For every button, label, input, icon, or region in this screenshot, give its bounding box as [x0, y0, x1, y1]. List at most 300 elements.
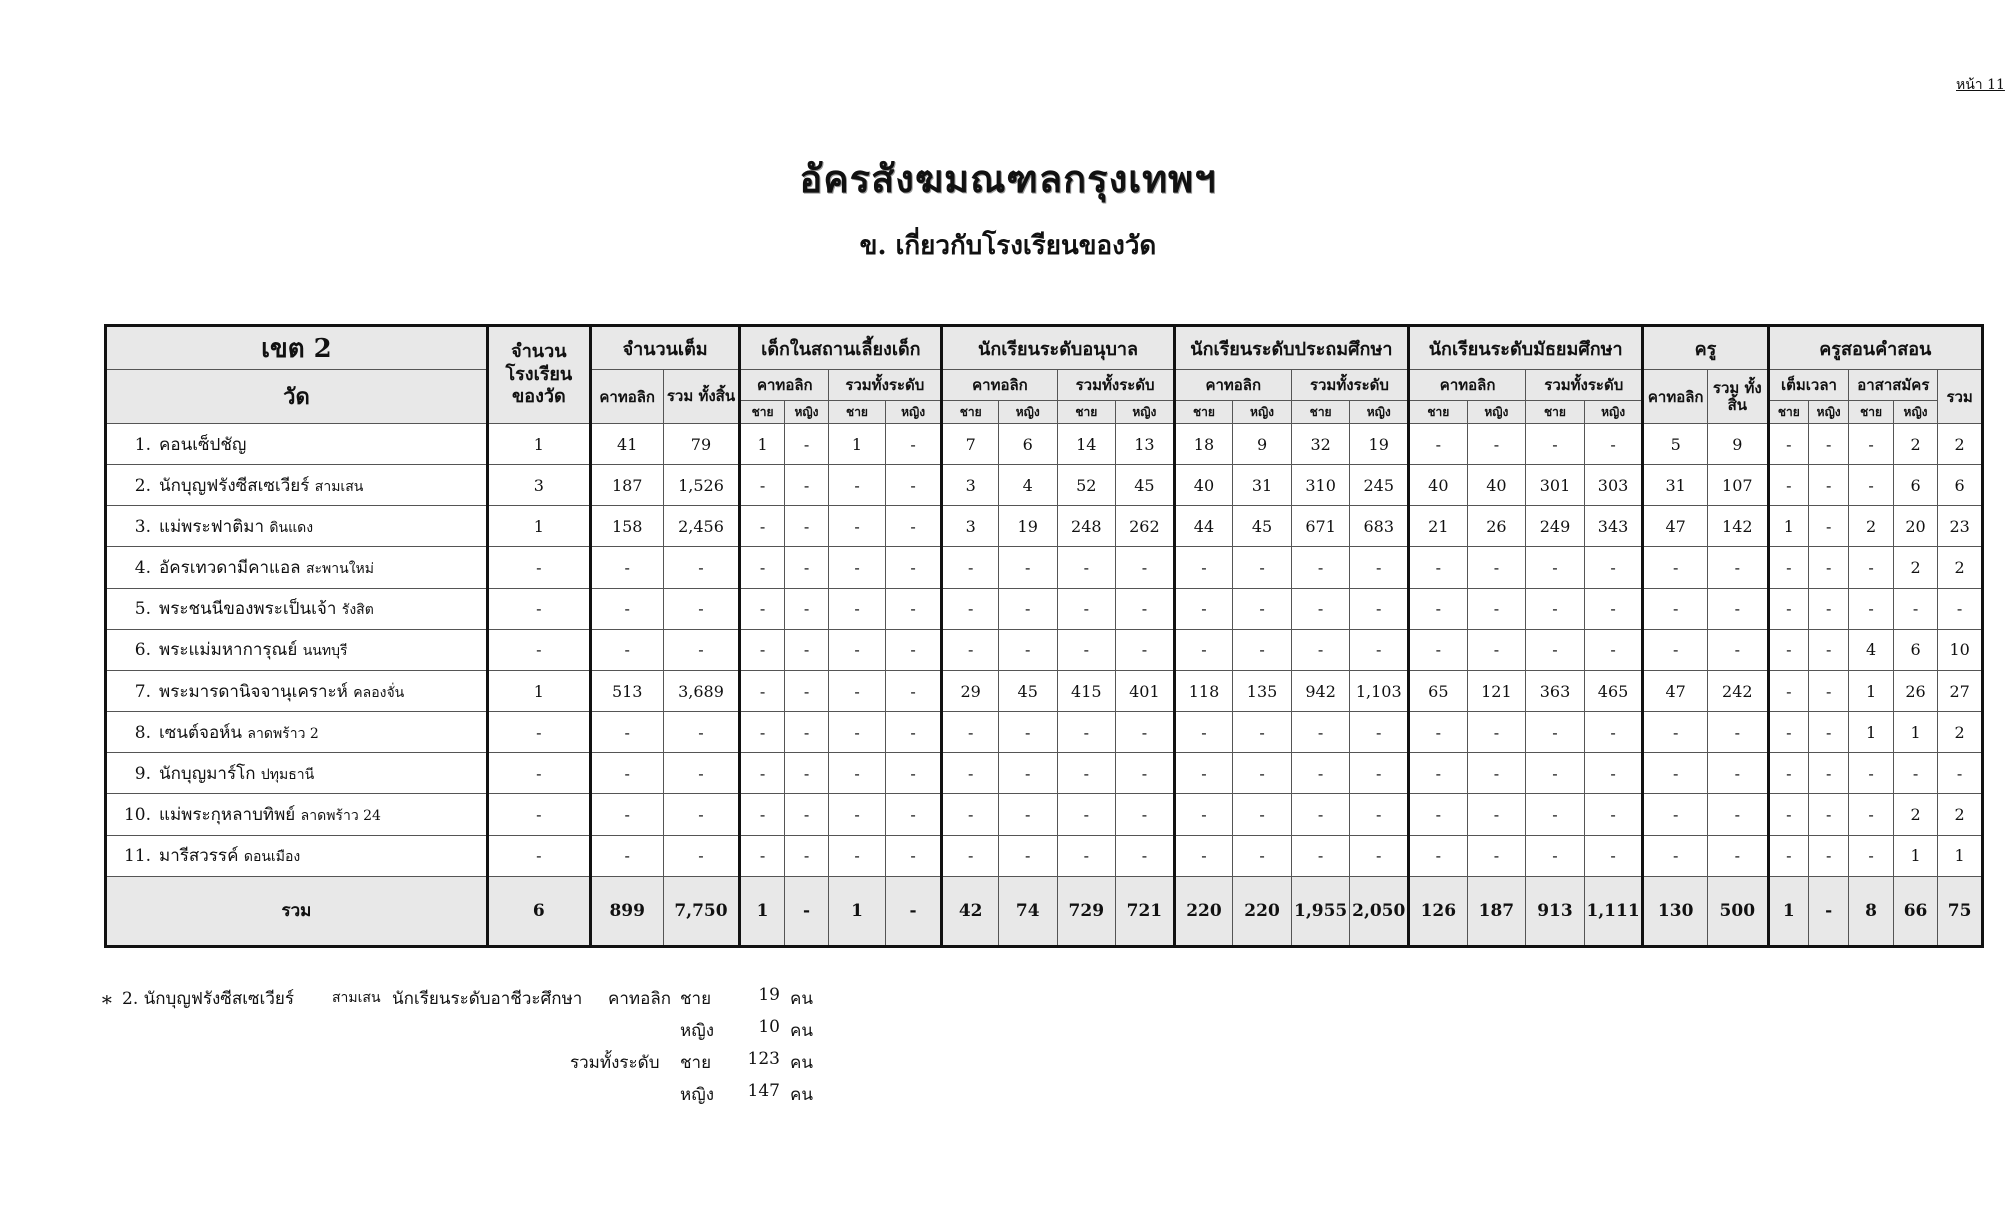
value-cell: 121: [1467, 670, 1526, 711]
childcare-header: เด็กในสถานเลี้ยงเด็ก: [740, 326, 942, 370]
value-cell: -: [998, 712, 1057, 753]
value-cell: -: [885, 794, 942, 835]
teachers-catholic-header: คาทอลิก: [1643, 370, 1708, 424]
value-cell: 3: [942, 506, 999, 547]
total-row: [106, 876, 1983, 946]
value-cell: 79: [663, 424, 740, 465]
temple-location: ปทุมธานี: [260, 766, 315, 783]
value-cell: 899: [590, 876, 663, 946]
value-cell: -: [1643, 835, 1708, 876]
table-row: [106, 670, 1983, 711]
row-number: 5.: [134, 599, 151, 620]
value-cell: -: [942, 547, 999, 588]
value-cell: 343: [1584, 506, 1643, 547]
value-cell: -: [1409, 547, 1468, 588]
value-cell: -: [1350, 588, 1409, 629]
value-cell: -: [740, 794, 784, 835]
temple-name: แม่พระกุหลาบทิพย์: [159, 804, 296, 825]
value-cell: -: [1849, 753, 1893, 794]
value-cell: -: [1174, 794, 1233, 835]
footnote-catholic: คาทอลิก: [608, 989, 672, 1009]
value-cell: -: [1291, 712, 1350, 753]
value-cell: -: [784, 794, 828, 835]
temple-name: เซนต์จอห์น: [159, 722, 243, 743]
row-number: 9.: [134, 763, 151, 784]
value-cell: -: [1526, 712, 1585, 753]
value-cell: -: [1768, 424, 1808, 465]
value-cell: 126: [1409, 876, 1468, 946]
value-cell: -: [829, 465, 886, 506]
value-cell: 41: [590, 424, 663, 465]
value-cell: -: [740, 835, 784, 876]
value-cell: 301: [1526, 465, 1585, 506]
value-cell: -: [1584, 424, 1643, 465]
value-cell: -: [829, 547, 886, 588]
temple-name-cell: [106, 876, 488, 946]
value-cell: -: [590, 712, 663, 753]
gender-male: ชาย: [1409, 401, 1468, 424]
value-cell: 5: [1643, 424, 1708, 465]
footnote-level: นักเรียนระดับอาชีวะศึกษา: [392, 989, 583, 1009]
value-cell: 75: [1938, 876, 1983, 946]
value-cell: 9: [1233, 424, 1292, 465]
gender-female: หญิง: [784, 401, 828, 424]
gender-male: ชาย: [942, 401, 999, 424]
value-cell: -: [590, 753, 663, 794]
value-cell: 6: [998, 424, 1057, 465]
value-cell: -: [1526, 424, 1585, 465]
value-cell: -: [1350, 712, 1409, 753]
value-cell: -: [1116, 835, 1175, 876]
value-cell: -: [1233, 753, 1292, 794]
value-cell: -: [1849, 588, 1893, 629]
temple-name-cell: [106, 753, 488, 794]
value-cell: -: [1526, 547, 1585, 588]
value-cell: -: [829, 629, 886, 670]
footnote-unit: คน: [790, 1021, 813, 1041]
value-cell: 2: [1893, 424, 1937, 465]
value-cell: -: [1643, 794, 1708, 835]
value-cell: -: [1708, 629, 1769, 670]
footnote-school-location: สามเสน: [332, 990, 381, 1006]
value-cell: -: [590, 835, 663, 876]
value-cell: -: [1808, 794, 1848, 835]
value-cell: -: [1768, 835, 1808, 876]
footnote-male: ชาย: [680, 989, 712, 1009]
temple-location: คลองจั่น: [353, 684, 405, 701]
value-cell: -: [1849, 424, 1893, 465]
value-cell: -: [1057, 547, 1116, 588]
value-cell: -: [1057, 753, 1116, 794]
value-cell: 2: [1938, 794, 1983, 835]
value-cell: 2: [1938, 712, 1983, 753]
value-cell: -: [1584, 712, 1643, 753]
value-cell: 26: [1893, 670, 1937, 711]
row-number: 3.: [134, 516, 151, 537]
temple-location: นนทบุรี: [302, 643, 348, 660]
value-cell: -: [1768, 465, 1808, 506]
value-cell: 913: [1526, 876, 1585, 946]
value-cell: -: [942, 588, 999, 629]
value-cell: 142: [1708, 506, 1769, 547]
value-cell: -: [740, 506, 784, 547]
value-cell: -: [1849, 465, 1893, 506]
value-cell: -: [885, 876, 942, 946]
value-cell: 44: [1174, 506, 1233, 547]
value-cell: 31: [1233, 465, 1292, 506]
value-cell: -: [885, 670, 942, 711]
schools-table: [104, 324, 1984, 948]
value-cell: 1,526: [663, 465, 740, 506]
value-cell: 187: [590, 465, 663, 506]
footnote-unit: คน: [790, 1053, 813, 1073]
table-row: [106, 794, 1983, 835]
value-cell: 3: [487, 465, 590, 506]
secondary-catholic-header: คาทอลิก: [1409, 370, 1526, 401]
value-cell: -: [740, 629, 784, 670]
value-cell: -: [829, 588, 886, 629]
value-cell: -: [1233, 794, 1292, 835]
value-cell: 6: [487, 876, 590, 946]
temple-name-cell: [106, 424, 488, 465]
value-cell: 3: [942, 465, 999, 506]
value-cell: 1,103: [1350, 670, 1409, 711]
value-cell: -: [1467, 794, 1526, 835]
value-cell: -: [1291, 547, 1350, 588]
value-cell: -: [663, 712, 740, 753]
value-cell: -: [1938, 588, 1983, 629]
footnote-total-male-count: 123: [747, 1049, 780, 1069]
value-cell: 2: [1938, 547, 1983, 588]
value-cell: -: [1708, 588, 1769, 629]
secondary-total-header: รวมทั้งระดับ: [1526, 370, 1643, 401]
temple-name-cell: [106, 835, 488, 876]
value-cell: -: [784, 506, 828, 547]
temple-location: ดินแดง: [269, 519, 314, 536]
value-cell: -: [1768, 547, 1808, 588]
value-cell: -: [1350, 753, 1409, 794]
value-cell: 27: [1938, 670, 1983, 711]
value-cell: -: [1116, 547, 1175, 588]
value-cell: -: [1708, 547, 1769, 588]
value-cell: 118: [1174, 670, 1233, 711]
value-cell: 262: [1116, 506, 1175, 547]
value-cell: -: [1768, 794, 1808, 835]
footnote-unit: คน: [790, 989, 813, 1009]
value-cell: 9: [1708, 424, 1769, 465]
temple-name-cell: [106, 506, 488, 547]
value-cell: 1: [829, 424, 886, 465]
value-cell: -: [1526, 794, 1585, 835]
value-cell: 7,750: [663, 876, 740, 946]
footnote-total-female-count: 147: [747, 1081, 780, 1101]
value-cell: -: [1808, 876, 1848, 946]
value-cell: -: [942, 835, 999, 876]
value-cell: 52: [1057, 465, 1116, 506]
value-cell: 1,955: [1291, 876, 1350, 946]
value-cell: 1: [487, 424, 590, 465]
value-cell: -: [1643, 588, 1708, 629]
value-cell: -: [1409, 629, 1468, 670]
temple-name: นักบุญฟรังซีสเซเวียร์: [159, 475, 310, 496]
value-cell: -: [663, 794, 740, 835]
table-row: [106, 506, 1983, 547]
value-cell: -: [784, 712, 828, 753]
value-cell: 2: [1849, 506, 1893, 547]
gender-female: หญิง: [1467, 401, 1526, 424]
full-catholic-header: คาทอลิก: [590, 370, 663, 424]
catechist-volunteer-header: อาสาสมัคร: [1849, 370, 1938, 401]
value-cell: -: [1057, 712, 1116, 753]
value-cell: -: [1526, 835, 1585, 876]
value-cell: -: [1893, 753, 1937, 794]
table-row: [106, 588, 1983, 629]
value-cell: 130: [1643, 876, 1708, 946]
value-cell: -: [1849, 547, 1893, 588]
value-cell: -: [1808, 835, 1848, 876]
zone-header: เขต 2: [106, 326, 488, 370]
value-cell: -: [998, 547, 1057, 588]
value-cell: -: [487, 629, 590, 670]
gender-male: ชาย: [740, 401, 784, 424]
row-number: 4.: [134, 558, 151, 579]
footnote-female: หญิง: [680, 1085, 714, 1105]
value-cell: -: [1174, 588, 1233, 629]
value-cell: -: [885, 547, 942, 588]
gender-female: หญิง: [1893, 401, 1937, 424]
footnote-total-levels: รวมทั้งระดับ: [570, 1053, 660, 1073]
value-cell: -: [1409, 835, 1468, 876]
row-number: 6.: [134, 640, 151, 661]
value-cell: -: [663, 753, 740, 794]
value-cell: -: [784, 424, 828, 465]
temple-header: วัด: [106, 370, 488, 424]
value-cell: 42: [942, 876, 999, 946]
value-cell: -: [1808, 424, 1848, 465]
value-cell: -: [885, 835, 942, 876]
table-row: [106, 712, 1983, 753]
header-row-sub: [106, 370, 1983, 401]
childcare-total-header: รวมทั้งระดับ: [829, 370, 942, 401]
value-cell: 363: [1526, 670, 1585, 711]
value-cell: 45: [998, 670, 1057, 711]
gender-male: ชาย: [1768, 401, 1808, 424]
temple-name: นักบุญมาร์โก: [159, 763, 256, 784]
value-cell: 1: [1893, 835, 1937, 876]
footnote-star: ∗: [100, 987, 114, 1011]
temple-location: รังสิต: [341, 602, 374, 619]
value-cell: 65: [1409, 670, 1468, 711]
value-cell: 135: [1233, 670, 1292, 711]
value-cell: -: [1643, 712, 1708, 753]
gender-female: หญิง: [1584, 401, 1643, 424]
value-cell: -: [1116, 794, 1175, 835]
primary-header: นักเรียนระดับประถมศึกษา: [1174, 326, 1408, 370]
table-row: [106, 835, 1983, 876]
value-cell: -: [1768, 629, 1808, 670]
catechist-header: ครูสอนคำสอน: [1768, 326, 1982, 370]
value-cell: 1: [1849, 670, 1893, 711]
value-cell: -: [942, 753, 999, 794]
value-cell: -: [942, 629, 999, 670]
value-cell: -: [590, 794, 663, 835]
value-cell: -: [1233, 629, 1292, 670]
value-cell: 942: [1291, 670, 1350, 711]
value-cell: -: [1526, 753, 1585, 794]
full-total-header: รวม ทั้งสิ้น: [663, 370, 740, 424]
footnote-unit: คน: [790, 1085, 813, 1105]
temple-name-cell: [106, 712, 488, 753]
value-cell: -: [942, 712, 999, 753]
value-cell: -: [1116, 712, 1175, 753]
value-cell: -: [998, 753, 1057, 794]
value-cell: -: [1467, 629, 1526, 670]
value-cell: -: [784, 465, 828, 506]
value-cell: 671: [1291, 506, 1350, 547]
value-cell: -: [740, 588, 784, 629]
row-number: 7.: [134, 681, 151, 702]
temple-name: อัครเทวดามีคาแอล: [159, 558, 301, 579]
value-cell: -: [1584, 835, 1643, 876]
temple-name-cell: [106, 465, 488, 506]
value-cell: -: [1808, 588, 1848, 629]
value-cell: -: [1526, 588, 1585, 629]
value-cell: -: [590, 547, 663, 588]
value-cell: 1: [1938, 835, 1983, 876]
value-cell: -: [1409, 753, 1468, 794]
value-cell: -: [740, 712, 784, 753]
value-cell: -: [1350, 547, 1409, 588]
value-cell: -: [1467, 424, 1526, 465]
value-cell: 1: [740, 424, 784, 465]
value-cell: 1: [487, 670, 590, 711]
temple-location: สะพานใหม่: [305, 561, 375, 578]
gender-male: ชาย: [1849, 401, 1893, 424]
value-cell: -: [784, 876, 828, 946]
temple-name-cell: [106, 547, 488, 588]
value-cell: -: [1708, 794, 1769, 835]
value-cell: -: [1808, 712, 1848, 753]
value-cell: -: [740, 753, 784, 794]
value-cell: -: [1350, 794, 1409, 835]
value-cell: 2,050: [1350, 876, 1409, 946]
value-cell: 45: [1233, 506, 1292, 547]
value-cell: 1: [1768, 506, 1808, 547]
value-cell: 13: [1116, 424, 1175, 465]
value-cell: 465: [1584, 670, 1643, 711]
gender-male: ชาย: [1526, 401, 1585, 424]
value-cell: -: [829, 670, 886, 711]
value-cell: 40: [1409, 465, 1468, 506]
temple-name-cell: [106, 670, 488, 711]
value-cell: -: [942, 794, 999, 835]
value-cell: -: [784, 588, 828, 629]
value-cell: -: [740, 670, 784, 711]
gender-male: ชาย: [1174, 401, 1233, 424]
row-number: 1.: [134, 434, 151, 455]
gender-female: หญิง: [1233, 401, 1292, 424]
value-cell: 20: [1893, 506, 1937, 547]
footnote-male: ชาย: [680, 1053, 712, 1073]
value-cell: 721: [1116, 876, 1175, 946]
value-cell: 415: [1057, 670, 1116, 711]
value-cell: -: [1409, 712, 1468, 753]
value-cell: -: [1808, 506, 1848, 547]
value-cell: -: [784, 670, 828, 711]
value-cell: -: [1116, 629, 1175, 670]
value-cell: -: [1409, 424, 1468, 465]
value-cell: -: [1768, 753, 1808, 794]
value-cell: -: [1116, 588, 1175, 629]
value-cell: 6: [1893, 629, 1937, 670]
value-cell: -: [998, 629, 1057, 670]
footnote-catholic-male-count: 19: [758, 985, 780, 1005]
value-cell: 187: [1467, 876, 1526, 946]
value-cell: -: [1174, 712, 1233, 753]
table-row: [106, 465, 1983, 506]
value-cell: -: [740, 547, 784, 588]
value-cell: -: [885, 629, 942, 670]
temple-name: คอนเซ็ปชัญ: [159, 434, 247, 455]
value-cell: 4: [1849, 629, 1893, 670]
temple-location: สามเสน: [314, 478, 364, 495]
temple-name: พระชนนีของพระเป็นเจ้า: [159, 599, 337, 620]
value-cell: 21: [1409, 506, 1468, 547]
value-cell: -: [885, 588, 942, 629]
temple-name-cell: [106, 588, 488, 629]
full-count-header: จำนวนเต็ม: [590, 326, 740, 370]
value-cell: -: [663, 629, 740, 670]
temple-location: ดอนเมือง: [243, 849, 301, 866]
value-cell: -: [1233, 835, 1292, 876]
temple-name: แม่พระฟาติมา: [159, 516, 265, 537]
value-cell: 249: [1526, 506, 1585, 547]
value-cell: -: [1808, 465, 1848, 506]
value-cell: 1: [1893, 712, 1937, 753]
schools-count-header: จำนวน โรงเรียน ของวัด: [487, 326, 590, 424]
value-cell: 220: [1174, 876, 1233, 946]
value-cell: -: [1057, 835, 1116, 876]
value-cell: -: [487, 712, 590, 753]
value-cell: -: [590, 629, 663, 670]
value-cell: 6: [1938, 465, 1983, 506]
value-cell: -: [829, 506, 886, 547]
value-cell: 500: [1708, 876, 1769, 946]
value-cell: 19: [998, 506, 1057, 547]
value-cell: 303: [1584, 465, 1643, 506]
value-cell: -: [1233, 588, 1292, 629]
primary-catholic-header: คาทอลิก: [1174, 370, 1291, 401]
value-cell: -: [998, 835, 1057, 876]
value-cell: 1: [487, 506, 590, 547]
value-cell: -: [487, 794, 590, 835]
value-cell: 2: [1893, 794, 1937, 835]
value-cell: -: [1849, 835, 1893, 876]
value-cell: -: [1849, 794, 1893, 835]
value-cell: -: [1467, 835, 1526, 876]
value-cell: -: [1708, 835, 1769, 876]
value-cell: -: [1291, 629, 1350, 670]
value-cell: 1: [1768, 876, 1808, 946]
value-cell: -: [1174, 753, 1233, 794]
value-cell: -: [784, 629, 828, 670]
gender-male: ชาย: [1057, 401, 1116, 424]
value-cell: 245: [1350, 465, 1409, 506]
value-cell: 40: [1467, 465, 1526, 506]
value-cell: 401: [1116, 670, 1175, 711]
temple-name: พระมารดานิจจานุเคราะห์: [159, 681, 348, 702]
value-cell: -: [663, 547, 740, 588]
